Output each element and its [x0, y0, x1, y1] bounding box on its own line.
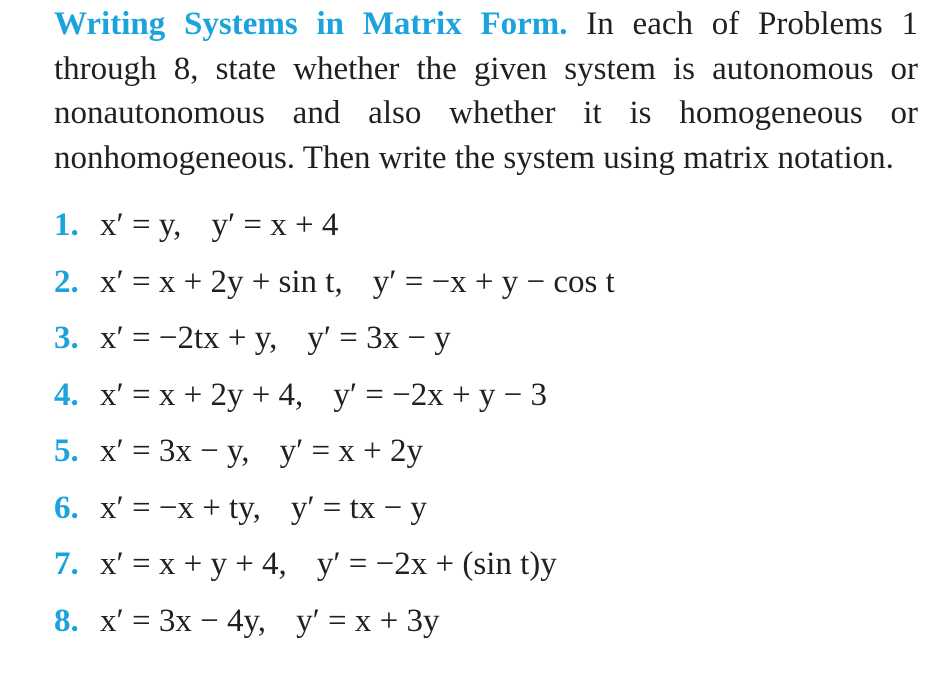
problem-number: 5.: [54, 433, 79, 469]
problem-number: 8.: [54, 602, 79, 639]
problem-item: [54, 593, 918, 650]
equation-y: y′ = 3x − y: [307, 320, 451, 356]
equation-y: y′ = −2x + (sin t)y: [316, 546, 557, 582]
problem-item: [54, 254, 918, 311]
problem-number: 3.: [54, 320, 79, 356]
problem-list: [54, 197, 918, 649]
problem-item: [54, 536, 918, 593]
problem-number: 1.: [54, 207, 79, 243]
problem-number: 2.: [54, 263, 79, 300]
equation-x: x′ = −2tx + y,: [100, 320, 278, 356]
equation-y: y′ = x + 3y: [296, 602, 440, 639]
equation-x: x′ = x + 2y + sin t,: [100, 263, 343, 300]
problem-item: [54, 480, 918, 537]
problem-set: [54, 2, 918, 649]
equation-y: y′ = −2x + y − 3: [333, 376, 547, 413]
intro-paragraph: [54, 2, 918, 180]
problem-item: [54, 423, 918, 480]
problem-number: 4.: [54, 376, 79, 413]
problem-number: 6.: [54, 489, 79, 526]
equation-x: x′ = x + y + 4,: [100, 546, 287, 582]
equation-x: x′ = 3x − 4y,: [100, 602, 267, 639]
equation-x: x′ = y,: [100, 207, 182, 243]
equation-y: y′ = x + 4: [211, 207, 339, 243]
equation-y: y′ = tx − y: [290, 489, 427, 526]
equation-y: y′ = −x + y − cos t: [372, 263, 615, 300]
equation-x: x′ = x + 2y + 4,: [100, 376, 304, 413]
problem-item: [54, 310, 918, 367]
equation-x: x′ = −x + ty,: [100, 489, 261, 526]
equation-y: y′ = x + 2y: [279, 433, 424, 469]
problem-number: 7.: [54, 546, 79, 582]
problem-item: [54, 197, 918, 254]
problem-item: [54, 367, 918, 424]
intro-text: In each of Problems 1 through 8, state whether the given system is autonomous or nonautonomous and also whether it is homogeneous or nonhomogeneous. Then write the system using matrix notation.: [54, 6, 918, 176]
section-heading: Writing Systems in Matrix Form.: [54, 6, 568, 42]
equation-x: x′ = 3x − y,: [100, 433, 250, 469]
